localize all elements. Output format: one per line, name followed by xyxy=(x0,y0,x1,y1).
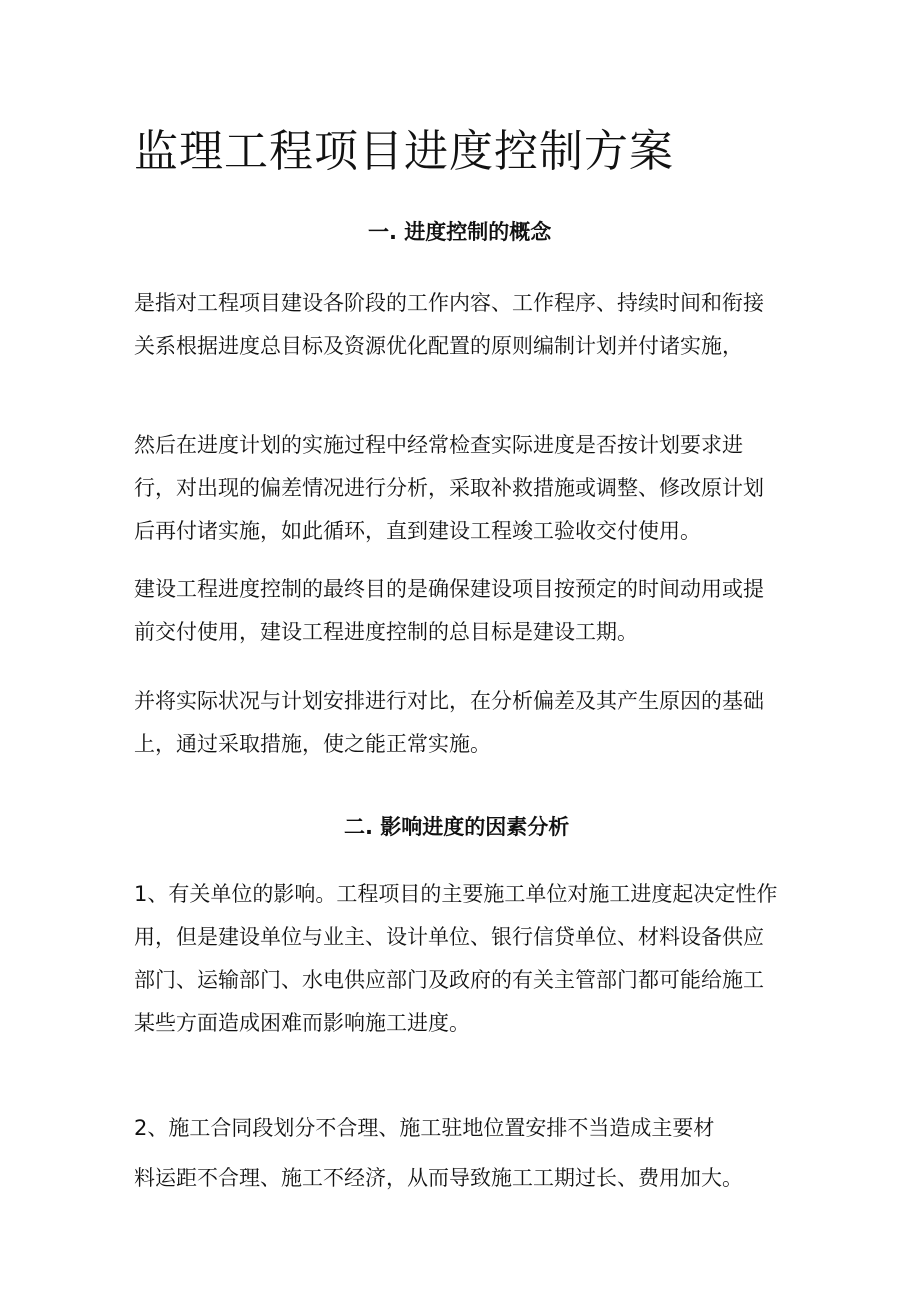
text-line: 1、有关单位的影响。工程项目的主要施工单位对施工进度起决定性作 xyxy=(134,882,778,906)
section-heading-factors: 二. 影响进度的因素分析 xyxy=(344,815,570,839)
text-line: 关系根据进度总目标及资源优化配置的原则编制计划并付诸实施， xyxy=(134,334,743,358)
paragraph xyxy=(134,568,764,654)
paragraph xyxy=(134,1103,743,1203)
paragraph xyxy=(134,282,764,368)
paragraph xyxy=(134,680,764,766)
text-line: 是指对工程项目建设各阶段的工作内容、工作程序、持续时间和衔接 xyxy=(134,291,764,315)
document-title: 监理工程项目进度控制方案 xyxy=(134,126,674,177)
text-line: 料运距不合理、施工不经济，从而导致施工工期过长、费用加大。 xyxy=(134,1166,743,1190)
text-line: 某些方面造成困难而影响施工进度。 xyxy=(134,1011,470,1035)
paragraph xyxy=(134,873,777,1045)
text-line: 上，通过采取措施，使之能正常实施。 xyxy=(134,732,491,756)
section-heading-concept: 一. 进度控制的概念 xyxy=(368,220,552,244)
text-line: 然后在进度计划的实施过程中经常检查实际进度是否按计划要求进 xyxy=(134,433,743,457)
text-line: 后再付诸实施，如此循环，直到建设工程竣工验收交付使用。 xyxy=(134,519,701,543)
text-line: 2、施工合同段划分不合理、施工驻地位置安排不当造成主要材 xyxy=(134,1116,715,1140)
text-line: 建设工程进度控制的最终目的是确保建设项目按预定的时间动用或提 xyxy=(134,577,764,601)
text-line: 前交付使用，建设工程进度控制的总目标是建设工期。 xyxy=(134,620,638,644)
text-line: 行，对出现的偏差情况进行分析，采取补救措施或调整、修改原计划 xyxy=(134,476,764,500)
text-line: 部门、运输部门、水电供应部门及政府的有关主管部门都可能给施工 xyxy=(134,968,764,992)
text-line: 用，但是建设单位与业主、设计单位、银行信贷单位、材料设备供应 xyxy=(134,925,764,949)
paragraph xyxy=(134,424,764,553)
text-line: 并将实际状况与计划安排进行对比，在分析偏差及其产生原因的基础 xyxy=(134,689,764,713)
